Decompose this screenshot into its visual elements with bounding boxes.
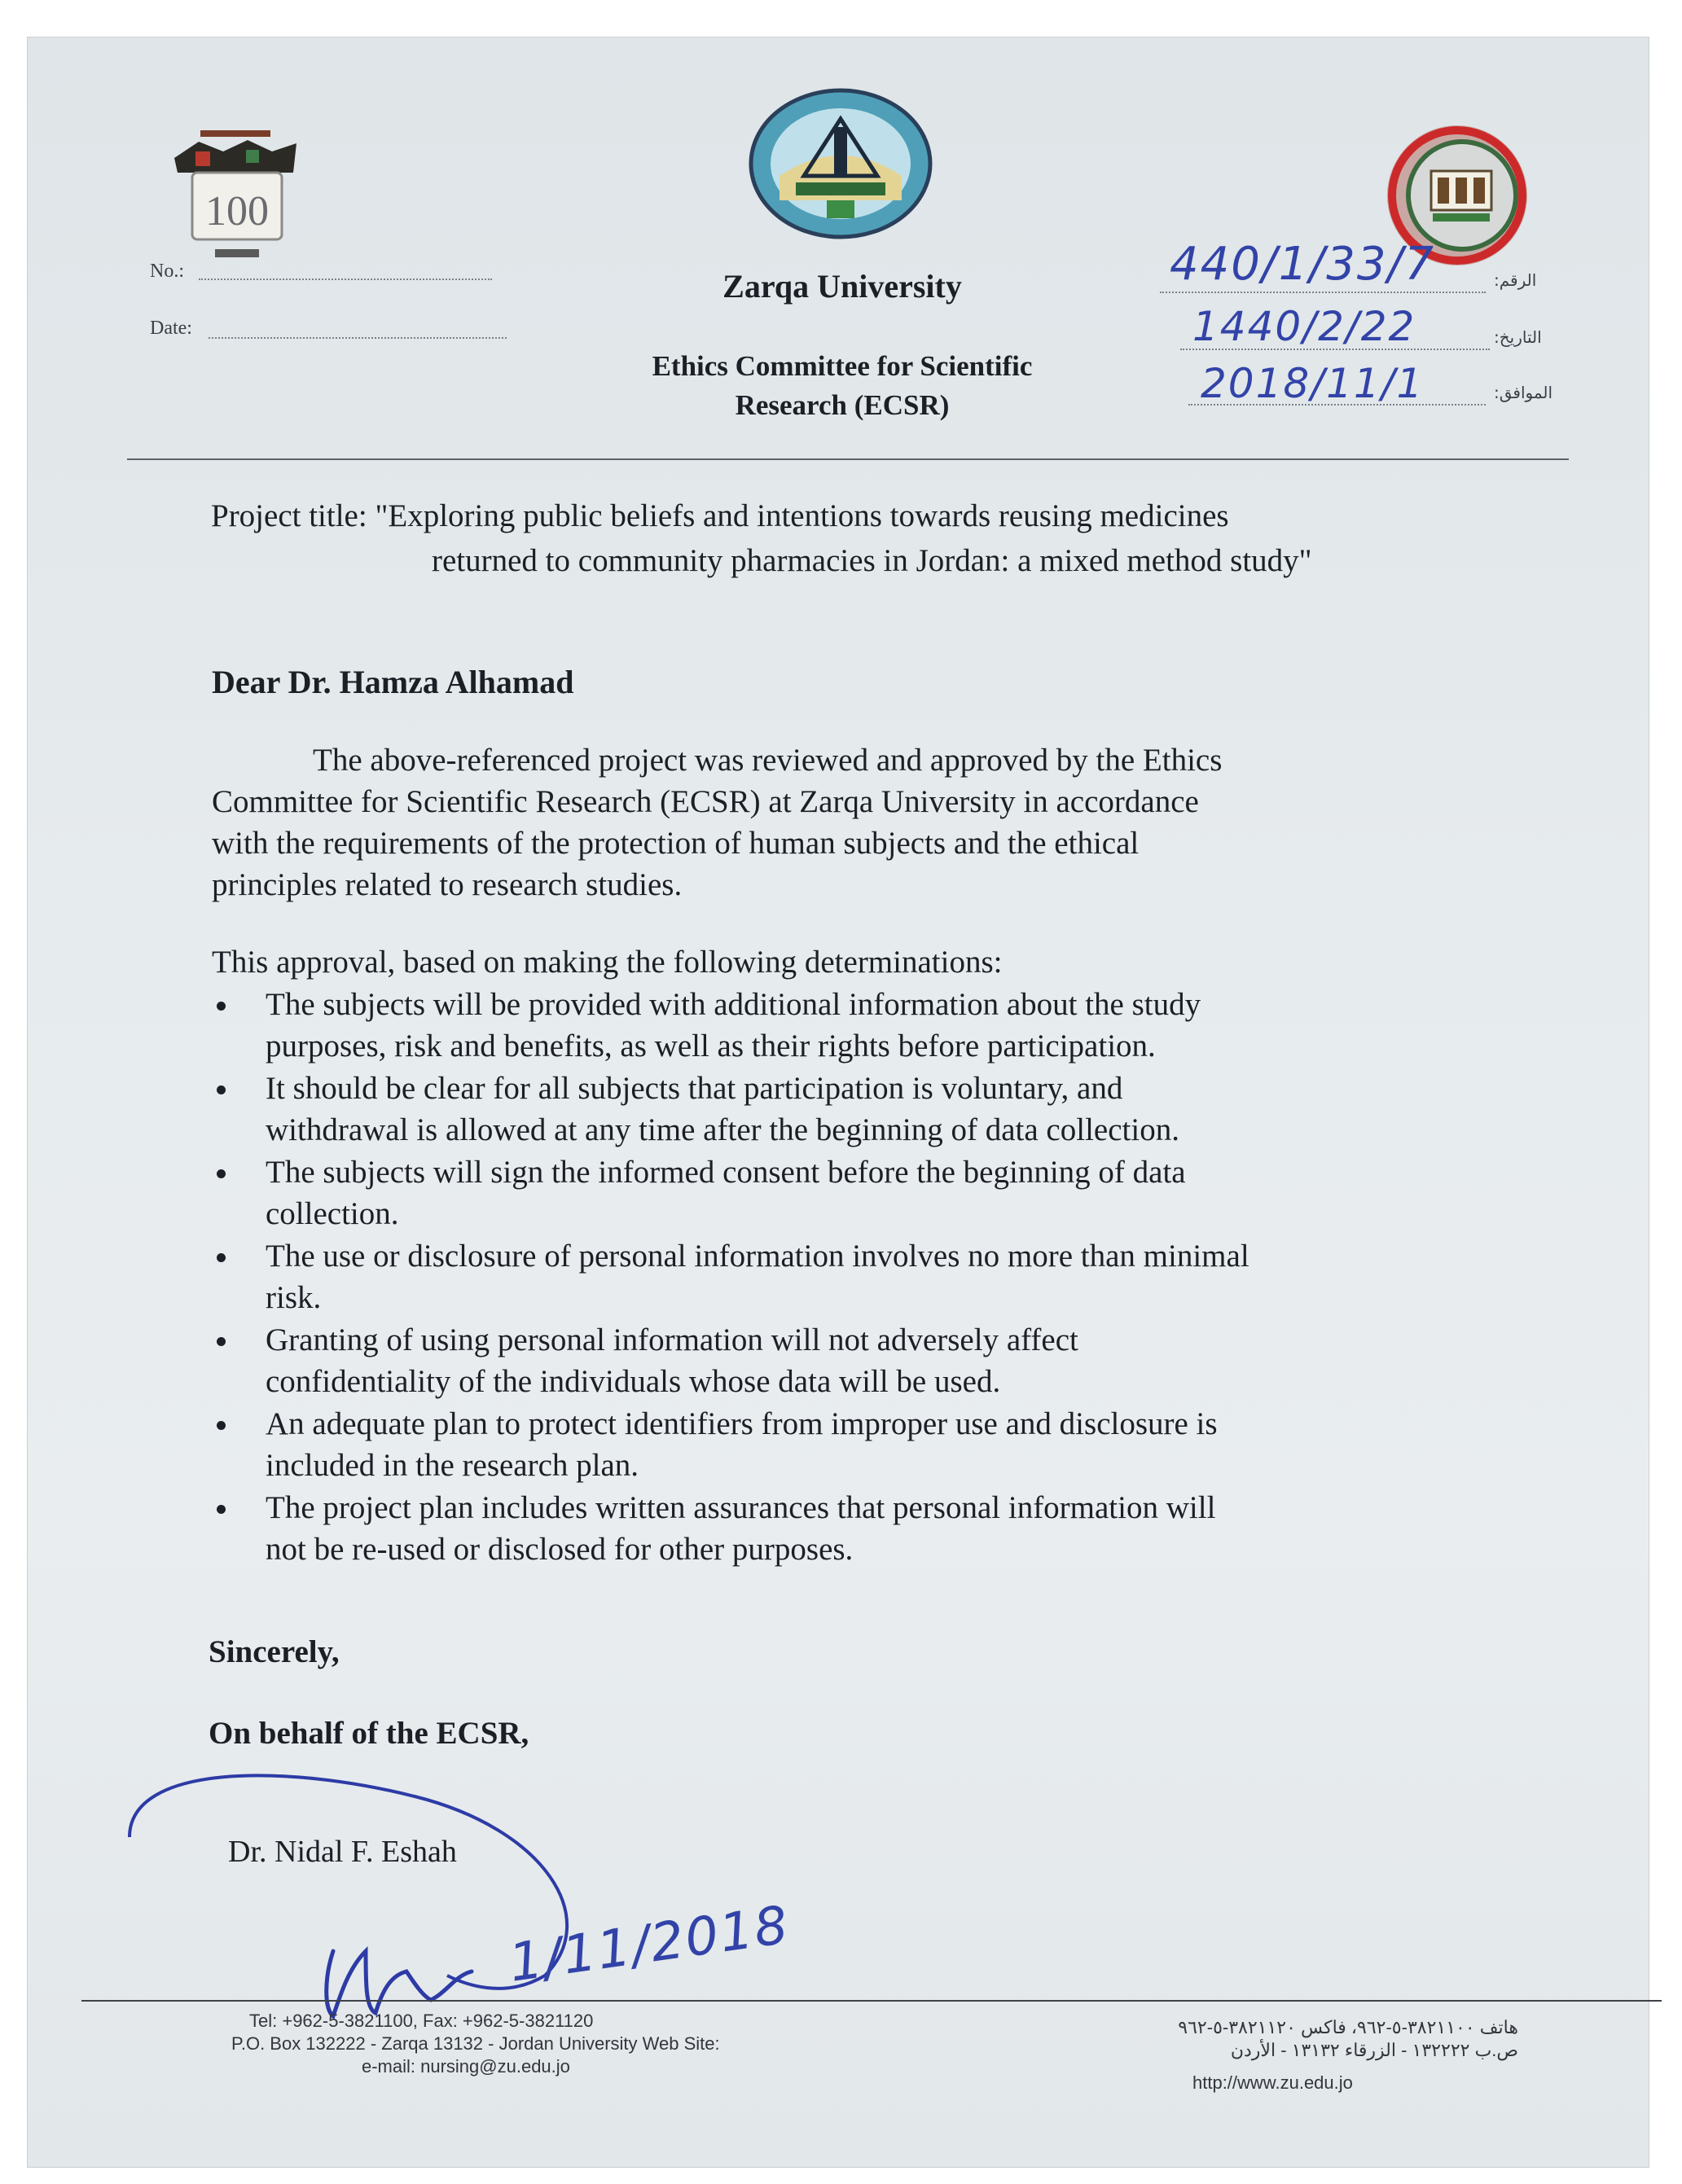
list-item [212,1487,1596,1570]
footer-ar-tel: هاتف ٣٨٢١١٠٠-٥-٩٦٢، فاكس ٣٨٢١١٢٠-٥-٩٦٢ [1178,2017,1518,2037]
list-item [212,1068,1596,1151]
bullet-line: The subjects will sign the informed consent before the beginning of data [266,1155,1186,1190]
project-title-line-2: returned to community pharmacies in Jordan: a mixed method study" [432,543,1312,578]
committee-line-2: Research (ECSR) [735,389,950,421]
date-greg-label-ar: الموافق: [1494,383,1553,402]
list-item [212,984,1596,1067]
ref-label-ar: الرقم: [1494,270,1537,290]
bullet-line: The project plan includes written assurances that personal information will [266,1490,1216,1525]
on-behalf: On behalf of the ECSR, [209,1716,529,1751]
bullet-line: not be re-used or disclosed for other purposes. [266,1532,854,1567]
bullet-line: The subjects will be provided with additional information about the study [266,987,1201,1022]
paragraph-line: Committee for Scientific Research (ECSR) at Zarqa University in accordance [212,784,1199,819]
signatory-name: Dr. Nidal F. Eshah [228,1835,457,1869]
date-greg-handwritten: 2018/11/1 [1201,360,1425,407]
footer-tel: Tel: +962-5-3821100, Fax: +962-5-3821120 [249,2011,594,2031]
bullet-icon [217,1002,226,1011]
ref-number-handwritten: 440/1/33/7 [1170,238,1436,291]
footer-ar-address: ص.ب ١٣٢٢٢٢ - الزرقاء ١٣١٣٢ - الأردن [1230,2040,1518,2060]
date-hijri-handwritten: 1440/2/22 [1192,303,1416,350]
committee-line-1: Ethics Committee for Scientific [652,350,1033,382]
bullet-line: risk. [266,1280,322,1315]
date-hijri-label-ar: التاريخ: [1494,327,1542,347]
centenary-logo-icon [150,119,321,282]
approval-paragraph [212,739,1596,906]
zarqa-university-seal-icon [747,86,934,241]
list-item [212,1403,1596,1486]
letter-page [28,37,1649,2167]
list-item [212,1151,1596,1235]
footer-contact-en [231,2010,964,2078]
footer-divider [81,2000,1662,2002]
approval-intro: This approval, based on making the following determinations: [212,945,1003,980]
determinations-list [212,984,1596,1571]
bullet-icon [217,1253,226,1262]
bullet-icon [217,1421,226,1430]
closing: Sincerely, [209,1634,340,1669]
footer-website: http://www.zu.edu.jo [1192,2072,1353,2093]
bullet-icon [217,1169,226,1178]
bullet-line: It should be clear for all subjects that participation is voluntary, and [266,1071,1123,1106]
bullet-line: purposes, risk and benefits, as well as their rights before participation. [266,1028,1156,1063]
logo-100-text: 100 [205,188,269,235]
bullet-icon [217,1337,226,1346]
bullet-line: collection. [266,1196,399,1231]
project-title-line-1: Project title: "Exploring public beliefs and intentions towards reusing medicines [211,498,1229,533]
university-name: Zarqa University [722,268,962,305]
bullet-icon [217,1505,226,1514]
ref-line [1160,292,1486,293]
footer-contact-ar [1013,2016,1518,2062]
bullet-icon [217,1085,226,1094]
bullet-line: withdrawal is allowed at any time after the beginning of data collection. [266,1112,1179,1147]
footer-email: e-mail: nursing@zu.edu.jo [362,2056,570,2077]
bullet-line: included in the research plan. [266,1448,639,1483]
bullet-line: Granting of using personal information will not adversely affect [266,1322,1078,1357]
no-field-line [199,278,492,280]
list-item [212,1319,1596,1402]
no-label: No.: [150,261,184,282]
signature-date-handwritten: 1/11/2018 [505,1895,793,1994]
salutation: Dear Dr. Hamza Alhamad [212,664,574,700]
bullet-line: confidentiality of the individuals whose data will be used. [266,1364,1001,1399]
footer-address: P.O. Box 132222 - Zarqa 13132 - Jordan University Web Site: [231,2033,720,2054]
signature-icon [121,1731,789,2041]
paragraph-line: principles related to research studies. [212,867,683,902]
date-field-line [209,337,507,339]
header-divider [127,458,1569,460]
list-item [212,1235,1596,1318]
paragraph-line: The above-referenced project was reviewed and approved by the Ethics [313,743,1223,778]
bullet-line: The use or disclosure of personal information involves no more than minimal [266,1239,1249,1274]
date-label: Date: [150,318,192,339]
bullet-line: An adequate plan to protect identifiers from improper use and disclosure is [266,1406,1218,1441]
paragraph-line: with the requirements of the protection of human subjects and the ethical [212,826,1140,861]
